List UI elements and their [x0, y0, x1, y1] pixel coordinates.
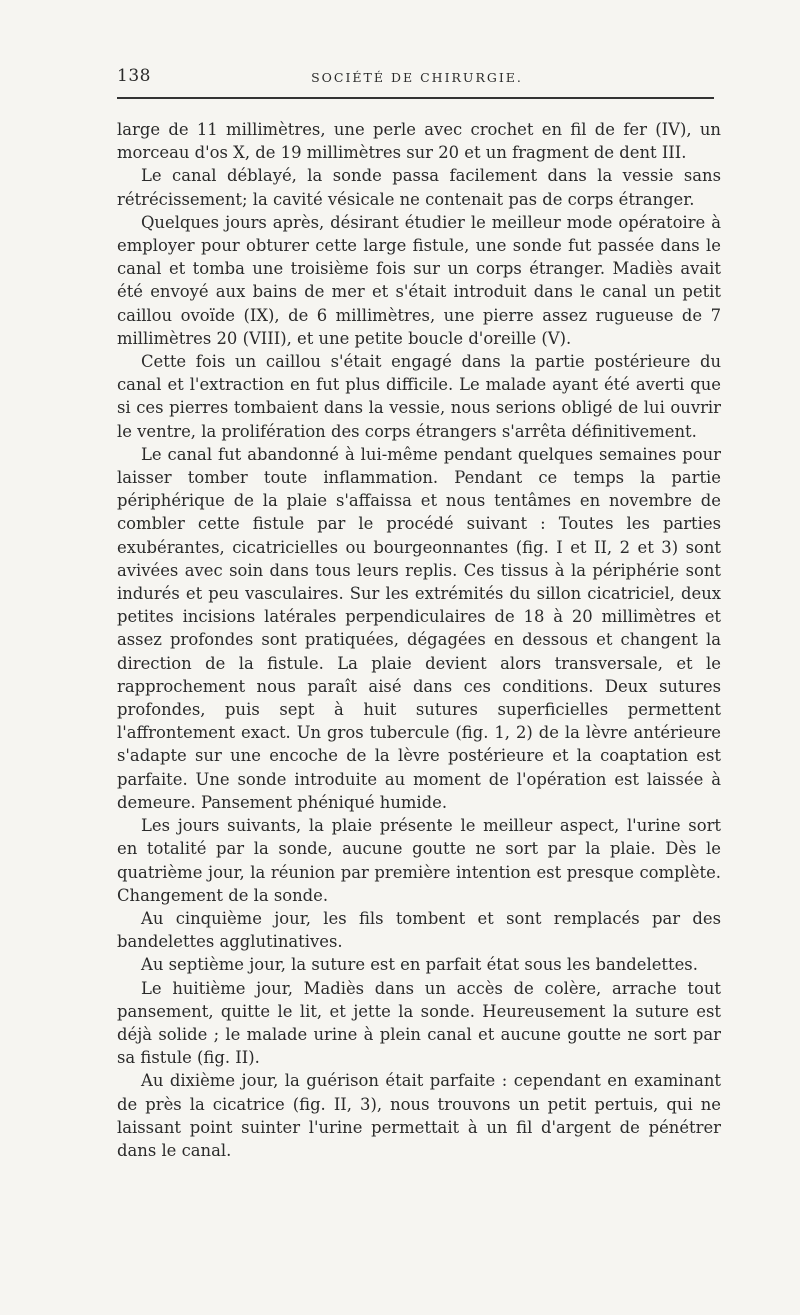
paragraph-6: Les jours suivants, la plaie présente le meilleur aspect, l'urine sort en totalité par la sonde, aucune goutte ne sort par la plaie. Dès le quatrième jour, la réunion par première intention est presque complète. Changement de la sonde.	[117, 816, 721, 905]
paragraph-9: Le huitième jour, Madiès dans un accès de colère, arrache tout pansement, quitte le lit, et jette la sonde. Heureusement la suture est déjà solide ; le malade urine à plein canal et aucune goutte ne sort par sa fistule (fig. II).	[117, 978, 721, 1068]
paragraph-4: Cette fois un caillou s'était engagé dans la partie postérieure du canal et l'extraction en fut plus difficile. Le malade ayant été averti que si ces pierres tombaient dans la vessie, nous serions obligé de lui ouvrir le ventre, la prolifération des corps étrangers s'arrêta définitivement.	[117, 352, 721, 441]
header-rule	[117, 97, 714, 99]
paragraph-5: Le canal fut abandonné à lui-même pendant quelques semaines pour laisser tomber toute inflammation. Pendant ce temps la partie périphérique de la plaie s'affaissa et nous tentâmes en novembre de combler cette fistule par le procédé suivant : Toutes les parties exubérantes, cicatricielles ou bourgeonnantes (fig. I et II, 2 et 3) sont avivées avec soin dans tous leurs replis. Ces tissus à la périphérie sont indurés et peu vasculaires. Sur les extrémités du sillon cicatriciel, deux petites incisions latérales perpendiculaires de 18 à 20 millimètres et assez profondes sont pratiquées, dégagées en dessous et changent la direction de la fistule. La plaie devient alors transversale, et le rapprochement nous paraît aisé dans ces conditions. Deux sutures profondes, puis sept à huit sutures superficielles permettent l'affrontement exact. Un gros tubercule (fig. 1, 2) de la lèvre antérieure s'adapte sur une encoche de la lèvre postérieure et la coaptation est parfaite. Une sonde introduite au moment de l'opération est laissée à demeure. Pansement phéniqué humide.	[117, 444, 721, 812]
page-number: 138	[117, 66, 151, 86]
paragraph-1: large de 11 millimètres, une perle avec crochet en fil de fer (IV), un morceau d'os X, de 19 millimètres sur 20 et un fragment de dent III.	[117, 120, 721, 163]
paragraph-3: Quelques jours après, désirant étudier le meilleur mode opératoire à employer pour obturer cette large fistule, une sonde fut passée dans le canal et tomba une troisième fois sur un corps étranger. Madiès avait été envoyé aux bains de mer et s'était introduit dans le canal un petit caillou ovoïde (IX), de 6 millimètres, une pierre assez rugueuse de 7 millimètres 20 (VIII), et une petite boucle d'oreille (V).	[117, 212, 721, 348]
paragraph-7: Au cinquième jour, les fils tombent et sont remplacés par des bandelettes agglutinatives.	[117, 908, 721, 952]
body-text	[117, 118, 721, 1162]
paragraph-8: Au septième jour, la suture est en parfait état sous les bandelettes.	[141, 955, 698, 975]
paragraph-2: Le canal déblayé, la sonde passa facilement dans la vessie sans rétrécissement; la cavité vésicale ne contenait pas de corps étranger.	[117, 166, 721, 209]
page-header	[117, 64, 717, 92]
running-title: SOCIÉTÉ DE CHIRURGIE.	[311, 70, 523, 85]
paragraph-10: Au dixième jour, la guérison était parfaite : cependant en examinant de près la cicatrice (fig. II, 3), nous trouvons un petit pertuis, qui ne laissant point suinter l'urine permettait à un fil d'argent de pénétrer dans le canal.	[117, 1071, 721, 1160]
